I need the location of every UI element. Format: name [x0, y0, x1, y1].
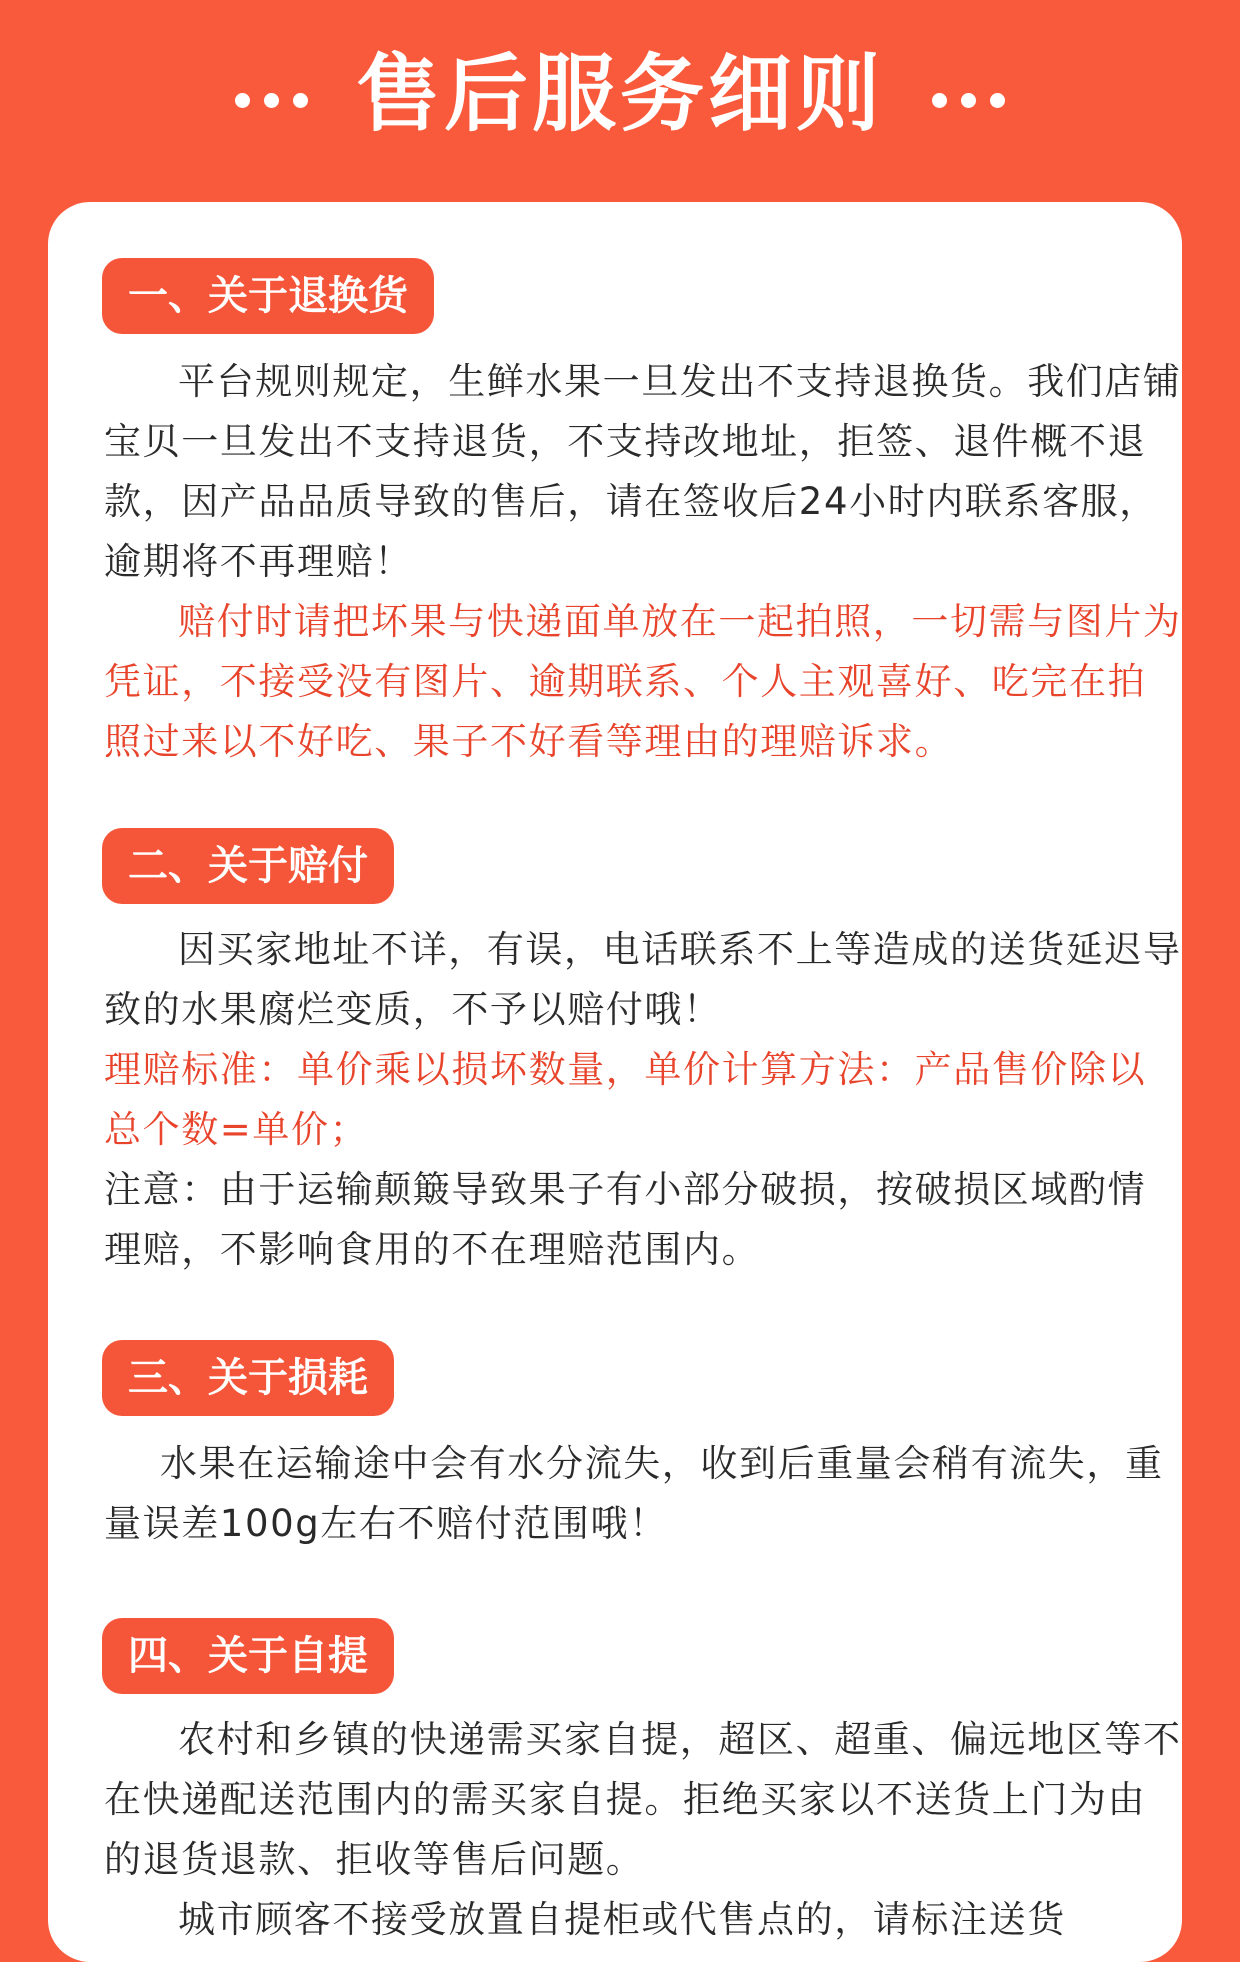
section-paragraph: 因买家地址不详，有误，电话联系不上等造成的送货延迟导致的水果腐烂变质，不予以赔付哦！ [104, 928, 1182, 1031]
section-paragraph: 农村和乡镇的快递需买家自提，超区、超重、偏远地区等不在快递配送范围内的需买家自提。拒绝买家以不送货上门为由的退货退款、拒收等售后问题。 [104, 1718, 1182, 1881]
section-heading: 四、关于自提 [102, 1618, 394, 1694]
section-paragraph: 城市顾客不接受放置自提柜或代售点的，请标注送货 [178, 1898, 1066, 1941]
dot-icon [990, 93, 1005, 108]
left-decorative-dots [235, 93, 308, 108]
section-paragraph: 水果在运输途中会有水分流失，收到后重量会稍有流失，重量误差100g左右不赔付范围哦！ [104, 1442, 1164, 1545]
section-paragraph-highlight: 理赔标准：单价乘以损坏数量，单价计算方法：产品售价除以总个数=单价； [104, 1048, 1147, 1151]
right-decorative-dots [932, 93, 1005, 108]
dot-icon [932, 93, 947, 108]
section-heading: 二、关于赔付 [102, 828, 394, 904]
page-title: 售后服务细则 [355, 45, 884, 143]
content-card [48, 202, 1182, 1962]
section-heading: 三、关于损耗 [102, 1340, 394, 1416]
dot-icon [235, 93, 250, 108]
section-heading: 一、关于退换货 [102, 258, 434, 334]
section-paragraph: 注意：由于运输颠簸导致果子有小部分破损，按破损区域酌情理赔，不影响食用的不在理赔范围内。 [104, 1168, 1147, 1271]
section-paragraph-highlight: 赔付时请把坏果与快递面单放在一起拍照，一切需与图片为凭证，不接受没有图片、逾期联系、个人主观喜好、吃完在拍照过来以不好吃、果子不好看等理由的理赔诉求。 [104, 600, 1182, 763]
dot-icon [264, 93, 279, 108]
page-header [0, 0, 1240, 200]
dot-icon [961, 93, 976, 108]
section-paragraph: 平台规则规定，生鲜水果一旦发出不支持退换货。我们店铺宝贝一旦发出不支持退货，不支持改地址，拒签、退件概不退款，因产品品质导致的售后，请在签收后24小时内联系客服，逾期将不再理赔！ [104, 360, 1182, 583]
dot-icon [293, 93, 308, 108]
